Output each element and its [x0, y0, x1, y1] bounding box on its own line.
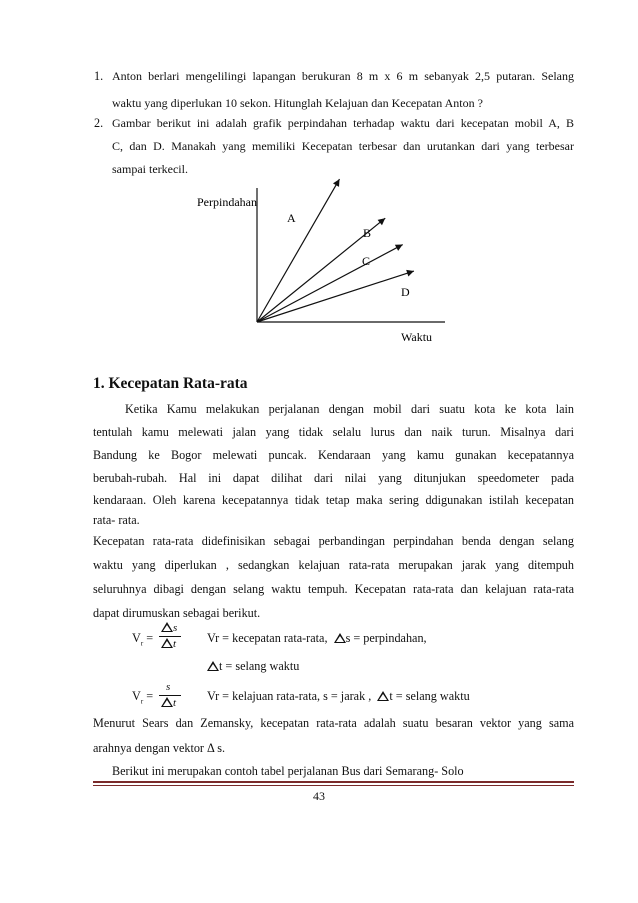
question-2-line-3: sampai terkecil. [112, 162, 188, 176]
question-1-line-2: waktu yang diperlukan 10 sekon. Hitunglah Kelajuan dan Kecepatan Anton ? [112, 96, 483, 110]
formula-1-fraction: s t [159, 622, 181, 652]
formula-1-description-2: t = selang waktu [207, 659, 299, 674]
page-number: 43 [313, 789, 325, 803]
paragraph-1-line: Bandung ke Bogor melewati puncak. Kendaraan yang kamu gunakan kecepatannya [93, 448, 574, 462]
section-heading: 1. Kecepatan Rata-rata [93, 375, 248, 392]
question-2-line-2: C, dan D. Manakah yang memiliki Kecepatan terbesar dan urutankan dari yang terbesar [112, 139, 574, 153]
paragraph-1-line: berubah-rubah. Hal ini dapat dilihat dari nilai yang ditunjukan speedometer pada [93, 471, 574, 485]
delta-icon [334, 633, 346, 643]
paragraph-2-line: waktu yang diperlukan , sedangkan kelajuan rata-rata merupakan jarak yang ditempuh [93, 558, 574, 572]
closing-line: Berikut ini merupakan contoh tabel perjalanan Bus dari Semarang- Solo [112, 764, 464, 778]
question-2-line-1: Gambar berikut ini adalah grafik perpindahan terhadap waktu dari kecepatan mobil A, B [112, 116, 574, 130]
delta-icon [161, 697, 173, 707]
formula-2-description: Vr = kelajuan rata-rata, s = jarak , t = selang waktu [207, 689, 470, 703]
delta-icon [161, 638, 173, 648]
formula-1-description: Vr = kecepatan rata-rata, s = perpindahan, [207, 631, 427, 645]
question-1-line-1: Anton berlari mengelilingi lapangan berukuran 8 m x 6 m sebanyak 2,5 putaran. Selang [112, 69, 574, 83]
closing-line: Menurut Sears dan Zemansky, kecepatan rata-rata adalah suatu besaran vektor yang sama [93, 716, 574, 730]
footer-rule [93, 781, 574, 783]
question-2-number: 2. [94, 116, 104, 130]
graph-y-label: Perpindahan [197, 195, 257, 209]
line-label-d: D [401, 285, 410, 299]
graph-line-d [257, 271, 414, 322]
formula-2-lhs: $V_r$ = [132, 689, 154, 706]
paragraph-1-line: kendaraan. Oleh karena kecepatannya tidak tetap maka sering ddigunakan istilah kecepatan [93, 493, 574, 507]
paragraph-1-line: rata- rata. [93, 513, 140, 527]
formula-1-lhs: $V_r$ = [132, 631, 154, 648]
delta-icon [207, 661, 219, 671]
line-label-b: B [363, 226, 372, 240]
paragraph-1-line: Ketika Kamu melakukan perjalanan dengan mobil dari suatu kota ke kota lain [125, 402, 574, 416]
footer-rule-thin [93, 785, 574, 786]
line-label-a: A [287, 211, 296, 225]
graph-x-label: Waktu [401, 330, 433, 344]
delta-icon [161, 622, 173, 632]
graph-arrowhead-b [378, 218, 386, 225]
formula-2-fraction: s t [159, 681, 181, 711]
question-1-number: 1. [94, 69, 104, 83]
paragraph-1-line: tentulah kamu melewati jalan yang tidak selalu lurus dan naik turun. Misalnya dari [93, 425, 574, 439]
closing-line: arahnya dengan vektor Δ s. [93, 741, 226, 755]
delta-icon [377, 691, 389, 701]
paragraph-2-line: dapat dirumuskan sebagai berikut. [93, 606, 261, 620]
graph-arrowhead-d [406, 270, 414, 277]
line-label-c: C [362, 254, 371, 268]
paragraph-2-line: Kecepatan rata-rata didefinisikan sebagai perbandingan perpindahan benda dengan selang [93, 534, 574, 548]
paragraph-2-line: seluruhnya dibagi dengan selang waktu tempuh. Kecepatan rata-rata dan kelajuan rata-rata [93, 582, 574, 596]
